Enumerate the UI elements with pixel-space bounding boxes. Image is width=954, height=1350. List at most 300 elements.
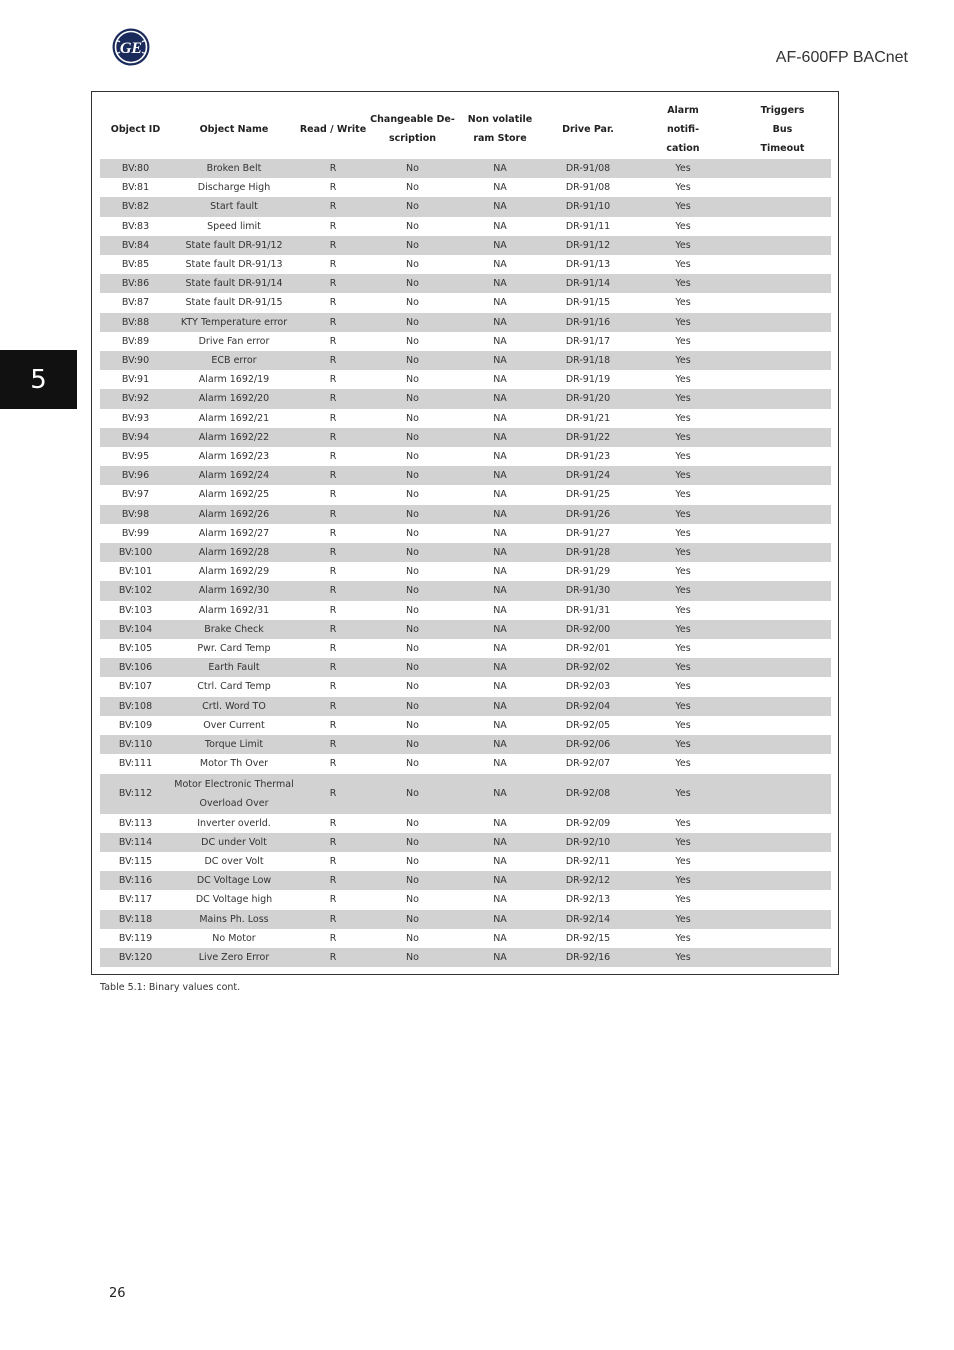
table-cell: R xyxy=(329,855,337,867)
table-cell xyxy=(734,524,831,543)
table-cell: Yes xyxy=(675,932,691,944)
table-cell: Yes xyxy=(632,389,734,408)
table-cell: Yes xyxy=(675,335,691,347)
table-row xyxy=(100,466,831,485)
table-cell: Yes xyxy=(675,604,691,616)
table-cell: DR-91/12 xyxy=(544,236,632,255)
table-cell: No Motor xyxy=(212,932,256,944)
table-row xyxy=(100,697,831,716)
table-cell: Brake Check xyxy=(171,620,297,639)
table-cell: Yes xyxy=(632,774,734,814)
table-cell: DR-91/13 xyxy=(565,259,611,271)
table-caption: Table 5.1: Binary values cont. xyxy=(100,982,241,993)
table-cell: Yes xyxy=(675,643,691,655)
table-cell: DR-92/04 xyxy=(544,697,632,716)
table-cell: R xyxy=(329,374,337,386)
table-cell xyxy=(734,447,831,466)
column-header: Non volatile ram Store xyxy=(467,114,533,144)
table-cell: BV:90 xyxy=(100,351,171,370)
table-cell: BV:105 xyxy=(118,643,153,655)
table-row xyxy=(100,159,831,178)
table-cell: No xyxy=(369,948,456,967)
table-cell: R xyxy=(297,274,369,293)
table-cell: R xyxy=(297,948,369,967)
table-row xyxy=(100,948,831,967)
table-cell: BV:115 xyxy=(118,855,153,867)
table-cell: Mains Ph. Loss xyxy=(171,910,297,929)
table-cell xyxy=(734,948,831,967)
table-cell: DR-91/19 xyxy=(565,374,611,386)
table-cell: Alarm 1692/28 xyxy=(171,543,297,562)
table-row xyxy=(100,852,831,871)
table-cell: BV:101 xyxy=(118,566,153,578)
table-cell: DR-91/30 xyxy=(544,581,632,600)
table-cell xyxy=(734,774,831,814)
table-cell: BV:92 xyxy=(100,389,171,408)
table-cell: DC Voltage Low xyxy=(171,871,297,890)
table-cell: Ctrl. Card Temp xyxy=(197,681,271,693)
table-cell: Drive Fan error xyxy=(198,335,270,347)
table-cell: Yes xyxy=(675,220,691,232)
table-cell: No xyxy=(369,697,456,716)
table-cell: Yes xyxy=(632,620,734,639)
table-cell: DR-92/06 xyxy=(544,735,632,754)
svg-text:GE: GE xyxy=(119,40,143,57)
table-cell xyxy=(734,639,831,658)
table-cell: No xyxy=(406,566,419,578)
table-cell: NA xyxy=(493,259,507,271)
table-cell: DC Voltage high xyxy=(195,894,273,906)
table-cell: DR-91/15 xyxy=(565,297,611,309)
binary-values-table xyxy=(100,99,831,967)
table-cell: NA xyxy=(493,604,507,616)
table-row xyxy=(100,313,831,332)
table-row xyxy=(100,581,831,600)
column-header: Alarm notifi- cation xyxy=(666,104,700,154)
table-cell: DR-91/11 xyxy=(565,220,611,232)
table-cell: NA xyxy=(456,735,544,754)
table-cell: R xyxy=(329,259,337,271)
table-row xyxy=(100,351,831,370)
table-cell: DC under Volt xyxy=(171,833,297,852)
table-cell: NA xyxy=(456,543,544,562)
table-cell: No xyxy=(369,313,456,332)
table-cell: DR-91/27 xyxy=(565,527,611,539)
table-row xyxy=(100,910,831,929)
table-cell: No xyxy=(406,855,419,867)
table-cell xyxy=(734,389,831,408)
table-cell: BV:111 xyxy=(118,758,153,770)
table-cell: BV:100 xyxy=(100,543,171,562)
table-cell: Yes xyxy=(675,817,691,829)
table-cell: R xyxy=(329,297,337,309)
table-cell: DR-91/14 xyxy=(544,274,632,293)
table-cell xyxy=(734,929,831,948)
table-cell: BV:86 xyxy=(100,274,171,293)
table-cell: Yes xyxy=(632,581,734,600)
table-cell: BV:103 xyxy=(118,604,153,616)
table-cell: BV:93 xyxy=(121,412,150,424)
table-cell: BV:80 xyxy=(100,159,171,178)
table-cell: Alarm 1692/22 xyxy=(171,428,297,447)
table-row xyxy=(100,236,831,255)
table-cell: BV:118 xyxy=(100,910,171,929)
table-row xyxy=(100,871,831,890)
table-cell: No xyxy=(369,774,456,814)
table-cell: DR-92/01 xyxy=(565,643,611,655)
table-cell: Broken Belt xyxy=(171,159,297,178)
table-cell: Yes xyxy=(632,236,734,255)
column-header: Drive Par. xyxy=(562,123,614,135)
table-cell xyxy=(734,178,831,197)
table-cell: DR-91/24 xyxy=(544,466,632,485)
table-cell: NA xyxy=(456,910,544,929)
table-cell: DR-92/03 xyxy=(565,681,611,693)
table-cell: Yes xyxy=(675,566,691,578)
table-cell xyxy=(734,716,831,735)
table-cell: Inverter overld. xyxy=(197,817,271,829)
table-cell xyxy=(734,217,831,236)
document-title: AF-600FP BACnet xyxy=(775,49,908,66)
table-cell: DR-91/23 xyxy=(565,451,611,463)
table-cell: No xyxy=(369,735,456,754)
table-cell: BV:96 xyxy=(100,466,171,485)
table-cell: R xyxy=(329,412,337,424)
table-cell: No xyxy=(369,910,456,929)
table-cell: Yes xyxy=(675,297,691,309)
table-cell: NA xyxy=(456,389,544,408)
table-cell: Yes xyxy=(632,428,734,447)
table-cell: State fault DR-91/14 xyxy=(171,274,297,293)
table-cell: BV:91 xyxy=(121,374,150,386)
table-cell: NA xyxy=(456,351,544,370)
table-cell: BV:109 xyxy=(118,719,153,731)
table-cell: DR-92/14 xyxy=(544,910,632,929)
table-cell: BV:82 xyxy=(100,197,171,216)
table-cell: NA xyxy=(493,681,507,693)
table-cell: Yes xyxy=(632,313,734,332)
table-cell: BV:89 xyxy=(121,335,150,347)
table-row xyxy=(100,370,831,389)
table-cell: Live Zero Error xyxy=(171,948,297,967)
table-cell: R xyxy=(297,833,369,852)
table-cell xyxy=(734,466,831,485)
table-cell: State fault DR-91/13 xyxy=(185,259,283,271)
column-header: Object Name xyxy=(199,123,269,135)
table-cell: No xyxy=(369,466,456,485)
table-cell xyxy=(734,697,831,716)
table-cell: BV:83 xyxy=(121,220,150,232)
table-cell: NA xyxy=(493,932,507,944)
table-cell: Yes xyxy=(632,871,734,890)
table-cell: R xyxy=(297,620,369,639)
table-row xyxy=(100,620,831,639)
table-row xyxy=(100,274,831,293)
table-cell: DR-92/11 xyxy=(565,855,611,867)
table-cell: DR-91/26 xyxy=(544,505,632,524)
table-cell: NA xyxy=(456,774,544,814)
table-cell: R xyxy=(297,871,369,890)
table-cell: BV:119 xyxy=(118,932,153,944)
table-cell: R xyxy=(329,527,337,539)
table-cell: DR-92/13 xyxy=(565,894,611,906)
table-cell: NA xyxy=(456,658,544,677)
table-cell: DR-91/21 xyxy=(565,412,611,424)
table-cell xyxy=(734,601,831,620)
table-cell: Yes xyxy=(632,159,734,178)
chapter-tab: 5 xyxy=(0,350,77,409)
table-cell: R xyxy=(297,236,369,255)
table-cell: Alarm 1692/23 xyxy=(198,451,270,463)
table-cell: Alarm 1692/24 xyxy=(171,466,297,485)
table-cell: No xyxy=(369,428,456,447)
table-cell: BV:97 xyxy=(121,489,150,501)
table-row xyxy=(100,409,831,428)
table-cell: No xyxy=(406,894,419,906)
table-cell: NA xyxy=(493,297,507,309)
table-cell: No xyxy=(369,833,456,852)
table-row xyxy=(100,543,831,562)
table-cell: No xyxy=(406,182,419,194)
table-cell: No xyxy=(406,681,419,693)
column-header: Changeable De- scription xyxy=(370,114,455,144)
table-cell: Over Current xyxy=(203,719,265,731)
table-cell: NA xyxy=(456,466,544,485)
table-cell: NA xyxy=(493,566,507,578)
table-cell: BV:99 xyxy=(121,527,150,539)
table-cell: Alarm 1692/30 xyxy=(171,581,297,600)
table-cell: NA xyxy=(456,697,544,716)
table-cell xyxy=(734,677,831,696)
table-cell: DR-91/29 xyxy=(565,566,611,578)
table-cell: Yes xyxy=(675,489,691,501)
table-cell xyxy=(734,814,831,833)
table-cell: DR-92/16 xyxy=(544,948,632,967)
table-cell: Yes xyxy=(675,412,691,424)
table-cell: BV:113 xyxy=(118,817,153,829)
column-header: Read / Write xyxy=(299,123,367,135)
table-cell: NA xyxy=(493,220,507,232)
table-cell: Yes xyxy=(632,833,734,852)
table-cell: DC over Volt xyxy=(204,855,264,867)
table-cell: BV:116 xyxy=(100,871,171,890)
table-cell: Yes xyxy=(632,735,734,754)
table-cell: DR-91/16 xyxy=(544,313,632,332)
table-cell: R xyxy=(329,719,337,731)
table-cell: R xyxy=(329,566,337,578)
table-cell: Speed limit xyxy=(207,220,261,232)
table-body xyxy=(100,159,831,967)
table-cell: Earth Fault xyxy=(171,658,297,677)
table-cell: Pwr. Card Temp xyxy=(197,643,271,655)
table-cell: BV:84 xyxy=(100,236,171,255)
table-row xyxy=(100,197,831,216)
table-cell: R xyxy=(297,774,369,814)
table-cell: R xyxy=(329,451,337,463)
table-cell: Yes xyxy=(632,351,734,370)
table-cell: NA xyxy=(456,428,544,447)
table-cell: NA xyxy=(456,620,544,639)
table-cell: BV:110 xyxy=(100,735,171,754)
table-cell: No xyxy=(406,758,419,770)
table-cell: R xyxy=(329,758,337,770)
table-row xyxy=(100,255,831,274)
table-cell: No xyxy=(369,658,456,677)
table-cell: No xyxy=(406,527,419,539)
table-cell: NA xyxy=(493,758,507,770)
table-cell: Yes xyxy=(632,466,734,485)
table-cell: BV:112 xyxy=(100,774,171,814)
table-cell: Alarm 1692/19 xyxy=(198,374,270,386)
table-cell: NA xyxy=(456,197,544,216)
table-cell: No xyxy=(406,220,419,232)
table-cell: BV:104 xyxy=(100,620,171,639)
table-cell xyxy=(734,370,831,389)
table-cell xyxy=(734,754,831,773)
table-cell: BV:107 xyxy=(118,681,153,693)
table-cell: Yes xyxy=(632,505,734,524)
table-row xyxy=(100,428,831,447)
table-cell xyxy=(734,255,831,274)
table-row xyxy=(100,814,831,833)
table-cell: Discharge High xyxy=(197,182,271,194)
table-cell: BV:117 xyxy=(118,894,153,906)
table-cell: NA xyxy=(493,894,507,906)
table-cell: NA xyxy=(456,274,544,293)
table-row xyxy=(100,389,831,408)
table-row xyxy=(100,562,831,581)
table-cell: Yes xyxy=(675,894,691,906)
table-cell xyxy=(734,871,831,890)
table-row xyxy=(100,716,831,735)
table-cell xyxy=(734,852,831,871)
table-cell: NA xyxy=(493,412,507,424)
table-cell: R xyxy=(297,581,369,600)
table-cell: NA xyxy=(456,948,544,967)
table-cell: DR-91/17 xyxy=(565,335,611,347)
table-cell: NA xyxy=(493,489,507,501)
table-cell: NA xyxy=(493,817,507,829)
table-cell: R xyxy=(297,697,369,716)
table-cell: BV:85 xyxy=(121,259,150,271)
table-cell xyxy=(734,197,831,216)
table-cell: NA xyxy=(493,374,507,386)
table-cell: Yes xyxy=(675,259,691,271)
table-cell: R xyxy=(297,910,369,929)
table-cell: BV:120 xyxy=(100,948,171,967)
table-cell: DR-91/25 xyxy=(565,489,611,501)
table-cell: No xyxy=(369,543,456,562)
table-cell: R xyxy=(329,681,337,693)
table-row xyxy=(100,774,831,814)
table-row xyxy=(100,890,831,909)
table-row xyxy=(100,524,831,543)
table-cell: No xyxy=(406,451,419,463)
table-cell: R xyxy=(329,894,337,906)
table-cell: Yes xyxy=(675,758,691,770)
table-row xyxy=(100,505,831,524)
table-cell: R xyxy=(297,543,369,562)
table-cell: R xyxy=(329,182,337,194)
table-cell: R xyxy=(329,489,337,501)
table-cell xyxy=(734,833,831,852)
table-cell: R xyxy=(329,643,337,655)
table-cell: R xyxy=(297,313,369,332)
table-cell: Yes xyxy=(675,451,691,463)
table-cell: No xyxy=(369,197,456,216)
table-cell: No xyxy=(369,620,456,639)
table-cell: Alarm 1692/27 xyxy=(198,527,270,539)
table-cell: Alarm 1692/21 xyxy=(198,412,270,424)
table-cell: NA xyxy=(493,643,507,655)
column-header: Object ID xyxy=(110,123,161,135)
table-cell: DR-91/31 xyxy=(565,604,611,616)
table-row xyxy=(100,639,831,658)
table-cell: No xyxy=(406,259,419,271)
page-number: 26 xyxy=(109,1286,126,1301)
table-cell xyxy=(734,581,831,600)
table-cell: DR-92/12 xyxy=(544,871,632,890)
table-header-row xyxy=(100,99,831,159)
table-cell: Yes xyxy=(675,527,691,539)
table-cell: DR-92/05 xyxy=(565,719,611,731)
table-cell: DR-92/10 xyxy=(544,833,632,852)
table-cell xyxy=(734,274,831,293)
table-cell: KTY Temperature error xyxy=(171,313,297,332)
table-cell: No xyxy=(406,643,419,655)
table-cell xyxy=(734,890,831,909)
table-cell: No xyxy=(369,581,456,600)
table-cell: BV:108 xyxy=(100,697,171,716)
table-cell xyxy=(734,562,831,581)
table-cell: NA xyxy=(493,182,507,194)
table-cell: DR-92/00 xyxy=(544,620,632,639)
table-cell: No xyxy=(406,489,419,501)
table-cell: R xyxy=(329,817,337,829)
table-row xyxy=(100,178,831,197)
table-cell: BV:114 xyxy=(100,833,171,852)
table-cell: DR-92/08 xyxy=(544,774,632,814)
ge-logo-icon xyxy=(112,28,150,66)
table-cell: Alarm 1692/25 xyxy=(198,489,270,501)
table-cell: R xyxy=(329,335,337,347)
table-cell xyxy=(734,159,831,178)
table-cell: R xyxy=(297,351,369,370)
table-cell: No xyxy=(406,335,419,347)
table-cell: No xyxy=(406,374,419,386)
table-cell: NA xyxy=(456,581,544,600)
table-row xyxy=(100,293,831,312)
table-cell: DR-91/22 xyxy=(544,428,632,447)
table-cell: Yes xyxy=(632,197,734,216)
table-cell: DR-91/28 xyxy=(544,543,632,562)
table-cell: Yes xyxy=(632,910,734,929)
table-cell: DR-92/07 xyxy=(565,758,611,770)
column-header: Triggers Bus Timeout xyxy=(760,104,805,154)
table-cell: NA xyxy=(456,505,544,524)
table-cell: R xyxy=(297,389,369,408)
table-cell: Alarm 1692/31 xyxy=(198,604,270,616)
table-cell: No xyxy=(369,505,456,524)
table-cell: No xyxy=(406,719,419,731)
table-row xyxy=(100,833,831,852)
table-cell: R xyxy=(297,735,369,754)
table-cell: NA xyxy=(456,871,544,890)
table-cell: Yes xyxy=(632,658,734,677)
table-cell: Yes xyxy=(632,274,734,293)
table-row xyxy=(100,217,831,236)
table-cell: Yes xyxy=(632,697,734,716)
